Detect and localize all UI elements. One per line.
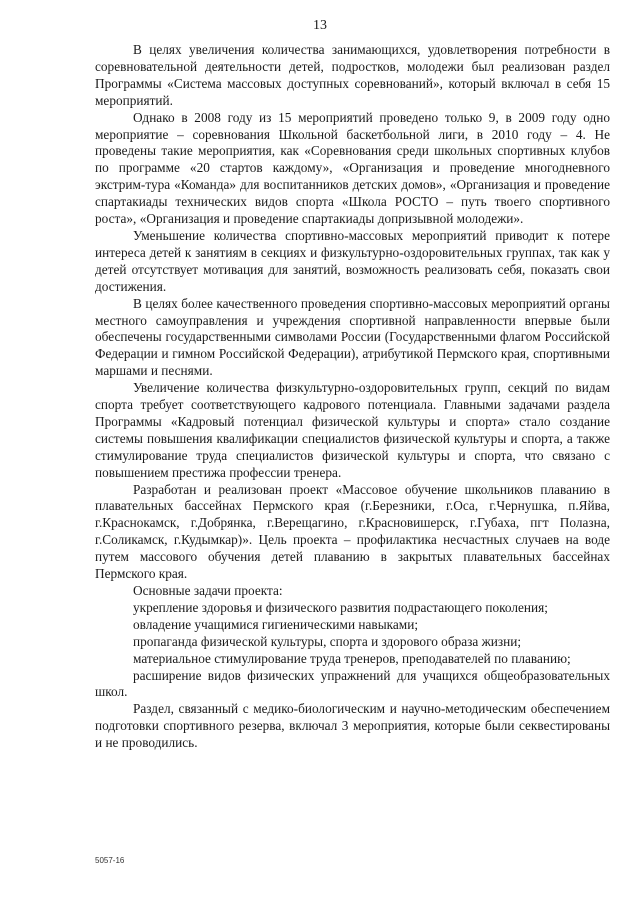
task-item: пропаганда физической культуры, спорта и здорового образа жизни; xyxy=(133,633,522,649)
paragraph-decrease: Уменьшение количества спортивно-массовых мероприятий приводит к потере интереса детей к занятиям в секциях и физкультурно-оздоровительных группах, так как у детей отсутствует мотивация для занятий, возможность реализовать себя, показать свои достижения. xyxy=(95,227,610,294)
paragraph-mass-competitions: В целях увеличения количества занимающихся, удовлетворения потребности в соревновательной деятельности детей, подростков, молодежи был реализован раздел Программы «Система массовых доступных соревнований», который включал в себя 15 мероприятий. xyxy=(95,42,610,108)
task-item-last: расширение видов физических упражнений для учащихся общеобразовательных школ. xyxy=(95,667,610,700)
task-item: материальное стимулирование труда тренеров, преподавателей по плаванию; xyxy=(133,650,571,666)
paragraph-project-tasks-heading: Основные задачи проекта: xyxy=(133,583,283,598)
paragraph-symbols: В целях более качественного проведения спортивно-массовых мероприятий органы местного самоуправления и учреждения спортивной направленности впервые были обеспечены государственными символами России (Государственными флагом Российской Федерации и гимном Российской Федерации), атрибутикой Пермского края, спортивными маршами и песнями. xyxy=(95,295,610,379)
document-body xyxy=(95,42,610,752)
page-number: 13 xyxy=(313,18,327,33)
task-item: укрепление здоровья и физического развития подрастающего поколения; xyxy=(133,599,548,615)
document-code: 5057-16 xyxy=(95,856,125,865)
task-item: овладение учащимися гигиеническими навыками; xyxy=(133,616,419,632)
paragraph-personnel: Увеличение количества физкультурно-оздоровительных групп, секций по видам спорта требует соответствующего кадрового потенциала. Главными задачами раздела Программы «Кадровый потенциал физической культуры и спорта» стало создание системы повышения квалификации специалистов физической культуры и спорта, а также стимулирование труда специалистов физической культуры и спорта, что связано с повышением престижа профессии тренера. xyxy=(95,380,610,480)
paragraph-swimming-project: Разработан и реализован проект «Массовое обучение школьников плаванию в плавательных бассейнах Пермского края (г.Березники, г.Оса, г.Чернушка, п.Яйва, г.Краснокамск, г.Добрянка, г.Верещагино, г.Красновишерск, г.Губаха, пгт Полазна, г.Соликамск, г.Кудымкар)». Цель проекта – профилактика несчастных случаев на воде путем массового обучения детей плаванию в закрытых плавательных бассейнах Пермского края. xyxy=(95,481,610,582)
paragraph-closing: Раздел, связанный с медико-биологическим и научно-методическим обеспечением подготовки спортивного резерва, включал 3 мероприятия, которые были секвестированы и не проводились. xyxy=(95,701,610,751)
paragraph-events-2008: Однако в 2008 году из 15 мероприятий проведено только 9, в 2009 году одно мероприятие – соревнования Школьной баскетбольной лиги, в 2010 году – 4. Не проведены такие мероприятия, как «Соревнования среди школьных спортивных клубов по программе «20 стартов каждому», «Организация и проведение многодневного экстрим-тура «Команда» для воспитанников детских домов», «Организация и проведение спартакиады технических видов спорта «Школа РОСТО – путь твоего спортивного роста», «Организация и проведение спартакиады допризывной молодежи». xyxy=(95,109,610,227)
